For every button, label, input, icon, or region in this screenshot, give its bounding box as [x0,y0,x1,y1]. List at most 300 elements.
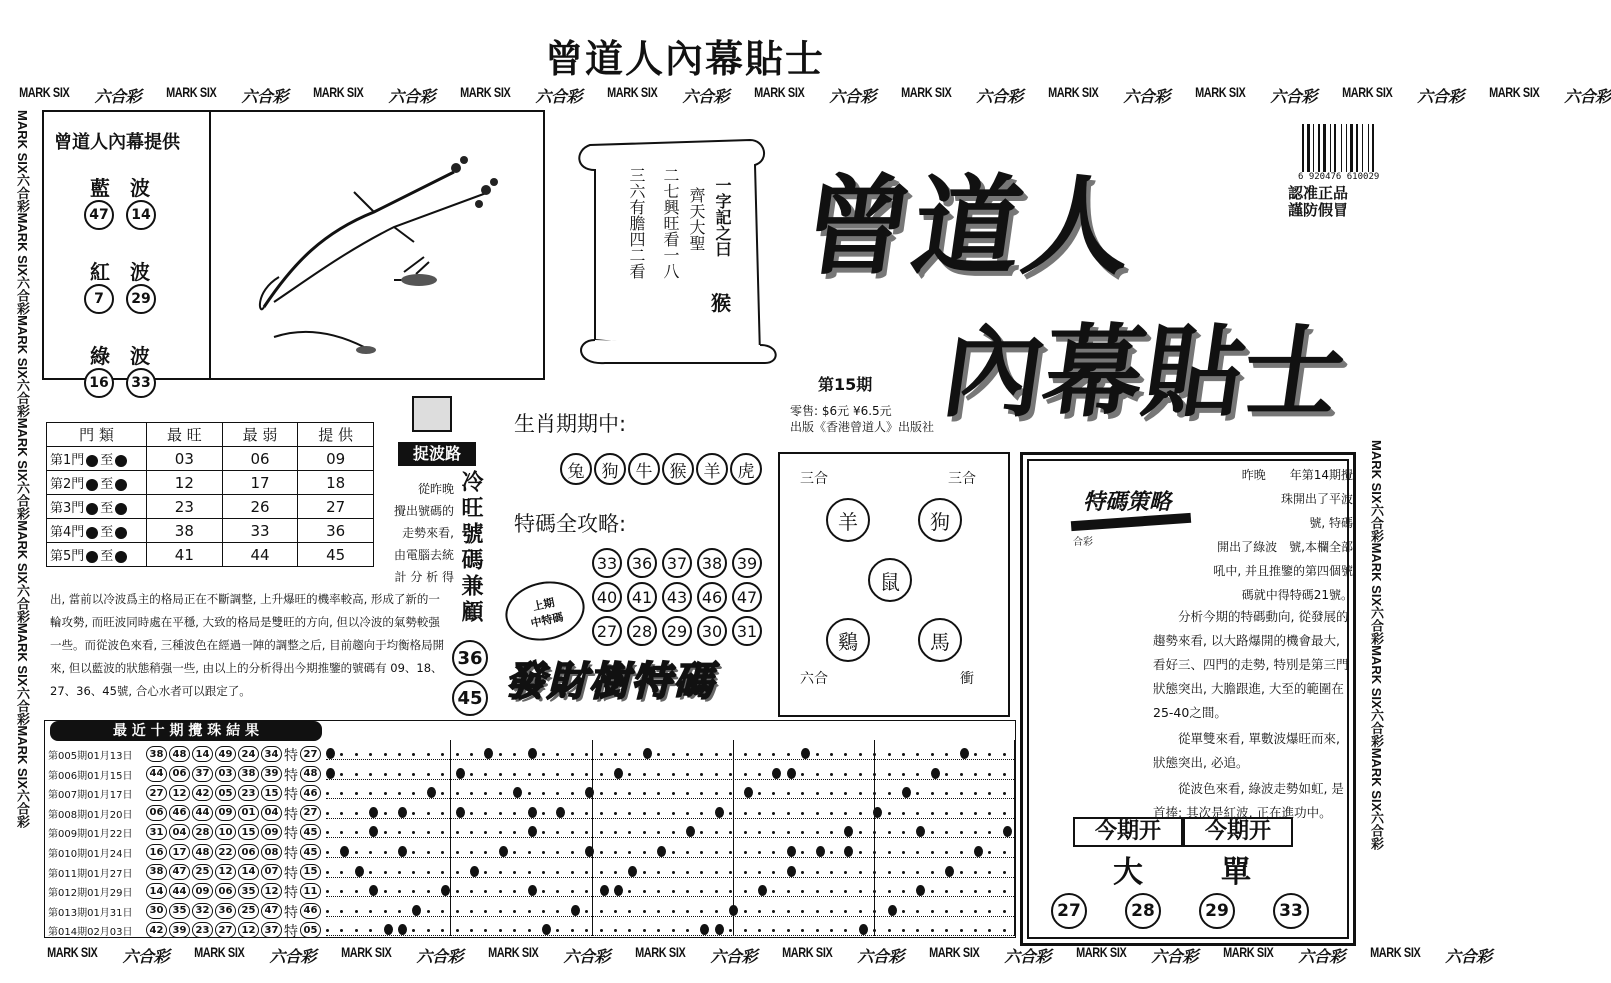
door-cell [47,471,147,495]
scroll-col4: 三六有膽四二看 [627,167,646,279]
tree-illustration [224,132,544,372]
band-zh: 六合彩 [1369,811,1384,851]
band-en: MARK SIX [15,110,30,174]
open-label-2: 今期开 [1183,817,1293,847]
band-zh: 六合彩 [1417,89,1464,106]
band-zh: 六合彩 [710,949,757,966]
result-ball: 14 [238,864,259,880]
result-ball: 09 [215,805,236,821]
wave-number: 29 [126,284,156,314]
band-zh: 六合彩 [15,173,30,213]
special-number: 41 [627,582,657,612]
door-start-icon [86,527,98,539]
road-number-2: 45 [452,680,488,716]
result-ball: 17 [169,844,190,860]
result-ball: 44 [169,883,190,899]
road-number-1: 36 [452,640,488,676]
band-en: MARK SIX [1369,747,1384,812]
special-number: 40 [592,582,622,612]
band-zh: 六合彩 [241,89,288,106]
result-ball: 15 [238,824,259,840]
strategy-number: 33 [1273,893,1309,929]
barcode-number: 6 920476 610029 [1298,172,1380,182]
wave-road-label: 捉波路 [398,442,476,466]
result-ball: 15 [261,785,282,801]
door-name: 第5門 [50,549,85,564]
strategy-numbers [1051,893,1309,929]
scroll-panel [565,125,780,365]
door-tip: 36 [298,519,374,543]
result-ball: 03 [215,766,236,782]
door-start-icon [86,479,98,491]
result-special: 46 [300,785,321,801]
barcode-bar [1313,124,1314,172]
barcode-bar [1362,124,1363,172]
special-label: 特 [284,885,298,902]
band-zh: 六合彩 [1369,606,1384,646]
result-ball: 39 [169,922,190,938]
strategy-para: 分析今期的特碼動向, 從發展的趨勢來看, 以大路爆開的機會最大, 看好三、四門的走勢, 特別是第三門狀態突出, 大膽跟進, 大至的範圍在25-40之間。 [1153,609,1349,720]
door-range: 至 [100,477,114,492]
door-hot: 12 [147,471,223,495]
zodiac-animal: 虎 [730,453,762,485]
band-zh: 六合彩 [94,89,141,106]
waves-divider [209,112,211,378]
door-weak: 06 [222,447,298,471]
result-ball: 16 [146,844,167,860]
bottom-band [40,944,1492,966]
trio-animal: 鼠 [868,558,912,602]
door-end-icon [115,503,127,515]
page-title: 曾道人內幕貼士 [545,36,826,81]
result-ball: 48 [169,746,190,762]
band-zh: 六合彩 [1123,89,1170,106]
barcode-bar [1341,124,1342,172]
band-en: MARK SIX [15,520,30,584]
wave-number: 7 [84,284,114,314]
band-en: MARK SIX [634,944,686,960]
result-ball: 04 [169,824,190,840]
band-zh: 六合彩 [15,583,30,623]
strategy-paras [1153,605,1353,827]
door-weak: 17 [222,471,298,495]
strategy-line: 昨晚 年第14期攪 [1241,468,1353,482]
door-cell [47,495,147,519]
result-ball: 32 [192,903,213,919]
result-ball: 27 [146,785,167,801]
result-ball: 38 [146,746,167,762]
result-ball: 39 [261,766,282,782]
draw-label: 第011期01月27日 [48,868,133,880]
special-number: 46 [697,582,727,612]
strategy-line: 珠開出了平波 [1280,492,1353,506]
right-band [1360,440,1386,940]
band-zh: 六合彩 [15,788,30,828]
barcode-bar [1350,124,1353,172]
strategy-title: 特碼策略 [1083,489,1172,515]
result-ball: 05 [215,785,236,801]
special-label: 特 [284,865,298,882]
result-special: 05 [300,922,321,938]
trio-top-right: 三合 [948,471,976,487]
result-special: 48 [300,766,321,782]
strategy-box [1020,452,1356,946]
result-special: 11 [300,883,321,899]
result-ball: 36 [215,903,236,919]
strategy-line: 吼中, 并且推鑒的第四個號 [1213,564,1353,578]
result-ball: 22 [215,844,236,860]
band-zh: 六合彩 [416,949,463,966]
strategy-line: 開出了綠波 號,本欄全部 [1217,540,1353,554]
door-start-icon [86,503,98,515]
draw-label: 第010期01月24日 [48,849,133,860]
brand-line1: 曾道人 [794,164,1143,290]
special-label: 特 [284,904,298,921]
result-ball: 14 [192,746,213,762]
band-en: MARK SIX [1369,440,1384,504]
band-en: MARK SIX [1369,645,1384,709]
door-end-icon [115,479,127,491]
badge-line2: 中特碼 [529,610,565,631]
barcode-bar [1302,124,1304,172]
result-ball: 42 [192,785,213,801]
band-en: MARK SIX [1075,944,1127,960]
result-ball: 12 [215,864,236,880]
band-en: MARK SIX [194,944,245,960]
band-en: MARK SIX [606,84,658,100]
band-zh: 六合彩 [829,89,876,106]
special-label: 特 [284,924,298,941]
door-start-icon [86,455,98,467]
draw-label: 第012期01月29日 [48,888,133,900]
weak-header: 最 弱 [222,423,298,447]
strategy-number: 27 [1051,893,1087,929]
band-en: MARK SIX [15,417,30,482]
special-number: 47 [732,582,762,612]
special-label: 特 [284,748,298,764]
trio-animal: 狗 [918,498,962,542]
brand-line2: 內幕貼士 [935,313,1353,431]
result-ball: 38 [238,766,259,782]
result-ball: 08 [261,844,282,860]
band-zh: 六合彩 [1270,89,1317,106]
result-ball: 42 [146,922,167,938]
result-special: 45 [300,844,321,860]
band-en: MARK SIX [753,84,805,100]
band-zh: 六合彩 [388,89,435,106]
wave-road-intro-line: 走勢來看, [402,526,454,540]
door-range: 至 [100,525,114,540]
result-ball: 09 [192,883,213,899]
strategy-para: 從單雙來看, 單數波爆旺而來, 狀態突出, 必追。 [1153,731,1340,770]
band-en: MARK SIX [341,944,392,960]
result-ball: 06 [146,805,167,821]
result-ball: 06 [238,844,259,860]
strategy-para: 從波色來看, 綠波走勢如虹, 是首捧; 其次是紅波, 正在進功中。 [1153,781,1344,820]
result-ball: 35 [238,883,259,899]
door-name: 第1門 [50,453,85,468]
result-ball: 12 [238,922,259,938]
door-cell [47,519,147,543]
strategy-lines [1143,463,1353,607]
band-en: MARK SIX [15,622,30,687]
special-number: 39 [732,548,762,578]
trio-top-left: 三合 [800,471,828,487]
special-number: 36 [627,548,657,578]
special-number: 43 [662,582,692,612]
zodiac-animal: 羊 [696,453,728,485]
band-en: MARK SIX [1194,84,1246,100]
barcode-bar [1330,124,1331,172]
wave-number: 14 [126,200,156,230]
scroll-col2: 齊天大聖 [687,187,706,251]
special-label: 特 [284,826,298,843]
wave-number: 16 [84,368,114,398]
last-hit-badge [500,574,590,647]
trio-bottom-right: 衝 [960,671,974,687]
band-en: MARK SIX [928,944,980,960]
band-en: MARK SIX [166,84,217,100]
open-value-1: 大 [1113,855,1143,890]
band-en: MARK SIX [19,84,70,100]
authentic-line2: 謹防假冒 [1288,201,1349,219]
trio-box [778,452,1010,717]
door-start-icon [86,551,98,563]
door-end-icon [115,527,127,539]
door-name: 第3門 [50,501,85,516]
barcode-bar [1307,124,1310,172]
strategy-number: 28 [1125,893,1161,929]
band-en: MARK SIX [1047,84,1099,100]
zodiac-animal: 猴 [662,453,694,485]
door-tip: 45 [298,543,374,567]
band-zh: 六合彩 [535,89,582,106]
result-ball: 44 [146,766,167,782]
open-label-1: 今期开 [1073,817,1183,847]
door-tip: 27 [298,495,374,519]
result-ball: 07 [261,864,282,880]
result-ball: 25 [238,903,259,919]
issue-number: 第15期 [818,375,873,394]
band-en: MARK SIX [1341,84,1393,100]
door-tip: 18 [298,471,374,495]
trio-bottom-left: 六合 [800,671,828,687]
door-table [46,422,374,567]
strategy-subtitle: 合彩 [1073,537,1093,548]
result-ball: 04 [261,805,282,821]
door-hot: 38 [147,519,223,543]
result-ball: 38 [146,864,167,880]
door-weak: 26 [222,495,298,519]
door-range: 至 [100,501,114,516]
scroll-col1: 一字記之曰 [713,177,732,257]
special-number: 30 [697,616,727,646]
result-ball: 47 [169,864,190,880]
band-zh: 六合彩 [15,378,30,418]
door-row [47,543,374,567]
special-label: 特 [284,787,298,804]
result-ball: 37 [261,922,282,938]
band-en: MARK SIX [1222,944,1274,960]
barcode [1302,124,1386,172]
result-ball: 06 [169,766,190,782]
left-band [10,110,32,940]
band-zh: 六合彩 [1151,949,1198,966]
band-en: MARK SIX [900,84,952,100]
wave-road-intro-line: 由電腦去統 [393,548,454,562]
special-label: 特 [284,767,298,784]
door-hot: 03 [147,447,223,471]
band-zh: 六合彩 [682,89,729,106]
result-ball: 28 [192,824,213,840]
zodiac-animals [560,453,762,485]
result-ball: 10 [215,824,236,840]
result-ball: 24 [238,746,259,762]
band-zh: 六合彩 [1369,708,1384,748]
draw-label: 第007期01月17日 [48,790,133,802]
wave-label: 藍 波 [90,176,150,200]
band-en: MARK SIX [313,84,364,100]
band-zh: 六合彩 [857,949,904,966]
wave-road-vertical: 冷旺號碼兼顧 [458,470,484,626]
result-ball: 30 [146,903,167,919]
band-zh: 六合彩 [563,949,610,966]
wave-road-body: 出, 當前以冷波爲主的格局正在不斷調整, 上升爆旺的機率較高, 形成了新的一輪攻勢, 而旺波同時處在平穩, 大致的格局是雙旺的方向, 但以冷波的氣勢較强一些。而從波色來看, 三種波色在經過一陣的調整之后, 目前趨向于均衡格局開來, 但以藍波的狀態稍强一些, 由以上的分析得出今期推鑒的號碼有 09、18、27、36、45號, 合心水者可以跟定了。 [50,592,445,698]
result-ball: 27 [215,922,236,938]
scroll-col3: 二七興旺看一八 [661,167,680,279]
band-zh: 六合彩 [1445,949,1492,966]
band-zh: 六合彩 [15,686,30,726]
result-ball: 35 [169,903,190,919]
result-special: 46 [300,903,321,919]
badge-line1: 上期 [531,595,556,614]
results-frame [44,720,1016,938]
band-en: MARK SIX [459,84,511,100]
result-special: 45 [300,824,321,840]
wave-number: 47 [84,200,114,230]
draw-label: 第014期02月03日 [48,927,133,939]
tip-header: 提 供 [298,423,374,447]
waves-heading: 曾道人內幕提供 [54,132,180,153]
hot-header: 最 旺 [147,423,223,447]
result-ball: 09 [261,824,282,840]
result-ball: 47 [261,903,282,919]
result-ball: 48 [192,844,213,860]
barcode-bar [1356,124,1358,172]
results-title: 最 近 十 期 攪 珠 結 果 [50,721,322,741]
door-end-icon [115,455,127,467]
door-name: 第2門 [50,477,85,492]
result-ball: 12 [261,883,282,899]
draw-label: 第008期01月20日 [48,809,133,821]
door-row [47,471,374,495]
band-en: MARK SIX [1369,542,1384,607]
draw-label: 第013期01月31日 [48,907,133,919]
special-label: 特 [284,846,298,862]
barcode-bar [1346,124,1347,172]
door-range: 至 [100,453,114,468]
band-zh: 六合彩 [15,481,30,521]
door-cell [47,447,147,471]
trio-animal: 馬 [918,618,962,662]
top-band [12,84,1611,106]
special-number: 38 [697,548,727,578]
result-special: 15 [300,864,321,880]
result-ball: 31 [146,824,167,840]
door-range: 至 [100,549,114,564]
wave-label: 綠 波 [90,344,150,368]
door-header: 門 類 [47,423,147,447]
special-number: 29 [662,616,692,646]
door-name: 第4門 [50,525,85,540]
barcode-bar [1368,124,1369,172]
barcode-bar [1323,124,1326,172]
door-weak: 44 [222,543,298,567]
publisher: 出版《香港曾道人》出版社 [790,420,935,434]
band-zh: 六合彩 [1298,949,1345,966]
wave-number: 33 [126,368,156,398]
fortune-banner: 發財樹特碼 [505,658,715,705]
open-value-2: 單 [1221,855,1251,890]
result-ball: 44 [192,805,213,821]
result-ball: 12 [169,785,190,801]
special-title: 特碼全攻略: [514,512,627,536]
trio-animal: 鷄 [826,618,870,662]
zodiac-animal: 狗 [594,453,626,485]
special-number: 31 [732,616,762,646]
zodiac-title: 生肖期期中: [514,412,627,436]
band-en: MARK SIX [1369,944,1421,960]
special-label: 特 [284,806,298,823]
barcode-bar [1318,124,1320,172]
door-hot: 23 [147,495,223,519]
waves-box [42,110,545,391]
band-en: MARK SIX [487,944,539,960]
band-zh: 六合彩 [269,949,316,966]
door-tip: 09 [298,447,374,471]
result-ball: 46 [169,805,190,821]
result-special: 27 [300,805,321,821]
draw-label: 第005期01月13日 [48,751,133,762]
band-en: MARK SIX [15,315,30,379]
result-special: 27 [300,746,321,762]
strategy-line: 碼就中得特碼21號。 [1241,588,1353,602]
band-en: MARK SIX [1488,84,1540,100]
zodiac-animal: 牛 [628,453,660,485]
strategy-line: 號, 特碼 [1297,516,1353,530]
barcode-bar [1372,124,1374,172]
wave-road-intro [380,478,454,588]
result-ball: 37 [192,766,213,782]
wave-road-intro-line: 從昨晚 [417,482,454,496]
result-ball: 23 [192,922,213,938]
result-ball: 23 [238,785,259,801]
band-zh: 六合彩 [1004,949,1051,966]
result-ball: 06 [215,883,236,899]
door-end-icon [115,551,127,563]
draw-label: 第006期01月15日 [48,770,133,782]
wave-label: 紅 波 [90,260,150,284]
door-row [47,519,374,543]
special-number: 28 [627,616,657,646]
door-weak: 33 [222,519,298,543]
band-zh: 六合彩 [1369,503,1384,543]
band-en: MARK SIX [15,725,30,789]
wave-road-intro-line: 計 分 析 得 [394,570,454,584]
door-row [47,495,374,519]
band-zh: 六合彩 [122,949,169,966]
band-en: MARK SIX [47,944,98,960]
